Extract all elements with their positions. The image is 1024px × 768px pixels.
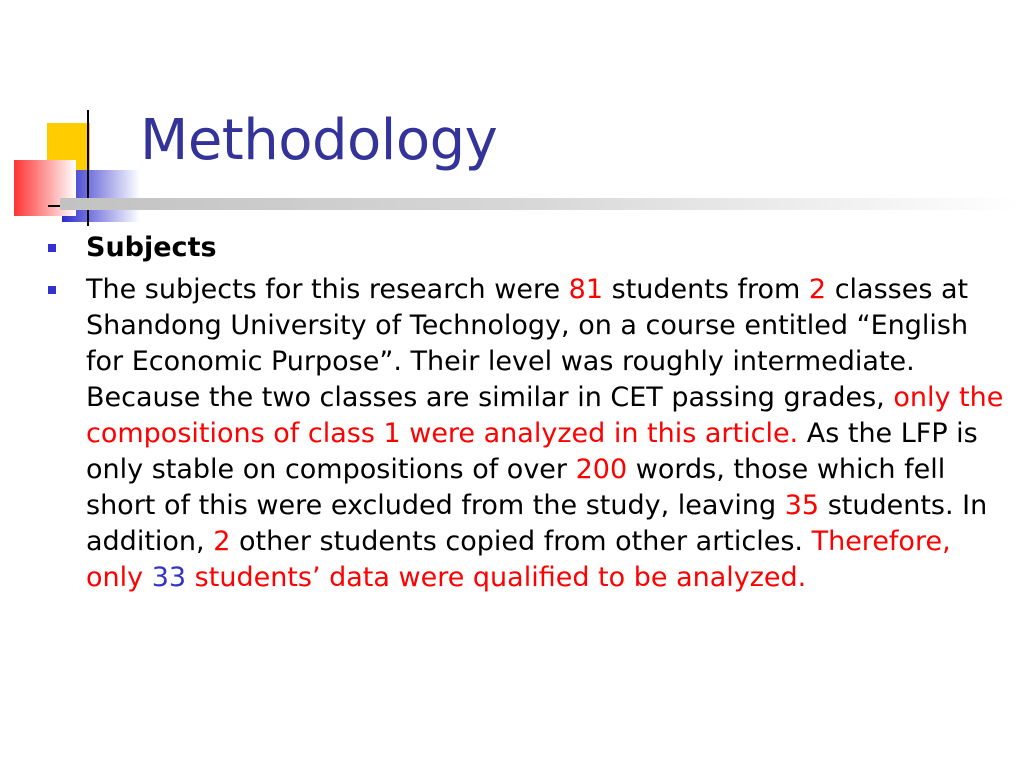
highlight-text: Therefore, only bbox=[86, 526, 951, 593]
text-segment: other students copied from other articles. bbox=[239, 526, 803, 557]
title-underline bbox=[60, 198, 1020, 210]
square-bullet-icon bbox=[48, 286, 56, 294]
square-bullet-icon bbox=[48, 244, 56, 252]
text-segment: words, those which fell short of this were excluded from the study, leaving bbox=[86, 454, 946, 521]
slide-body bbox=[48, 230, 1008, 602]
paragraph-text bbox=[86, 274, 1003, 593]
text-segment: As the LFP is only stable on compositions of over bbox=[86, 418, 978, 485]
text-segment: students. In addition, bbox=[86, 490, 988, 557]
highlight-text: students’ data were qualified to be analyzed. bbox=[194, 562, 807, 593]
text-segment: classes at Shandong University of Technology, on a course entitled “English for Economic Purpose”. Their level was roughly intermediate. Because the two classes are similar in CET passing grades, bbox=[86, 274, 969, 413]
highlight-text: only the compositions of class 1 were analyzed in this article. bbox=[86, 382, 1004, 449]
slide-title: Methodology bbox=[140, 108, 498, 173]
bullet-item-subjects bbox=[48, 230, 1008, 266]
number-33: 33 bbox=[151, 562, 187, 593]
number-2: 2 bbox=[808, 274, 827, 305]
text-segment: The subjects for this research were bbox=[86, 274, 561, 305]
number-200: 200 bbox=[575, 454, 628, 485]
number-81: 81 bbox=[568, 274, 604, 305]
bullet-item-paragraph bbox=[48, 272, 1008, 596]
number-2-other: 2 bbox=[213, 526, 231, 557]
number-35: 35 bbox=[784, 490, 820, 521]
text-segment: students from bbox=[611, 274, 801, 305]
bullet-heading: Subjects bbox=[86, 232, 217, 263]
